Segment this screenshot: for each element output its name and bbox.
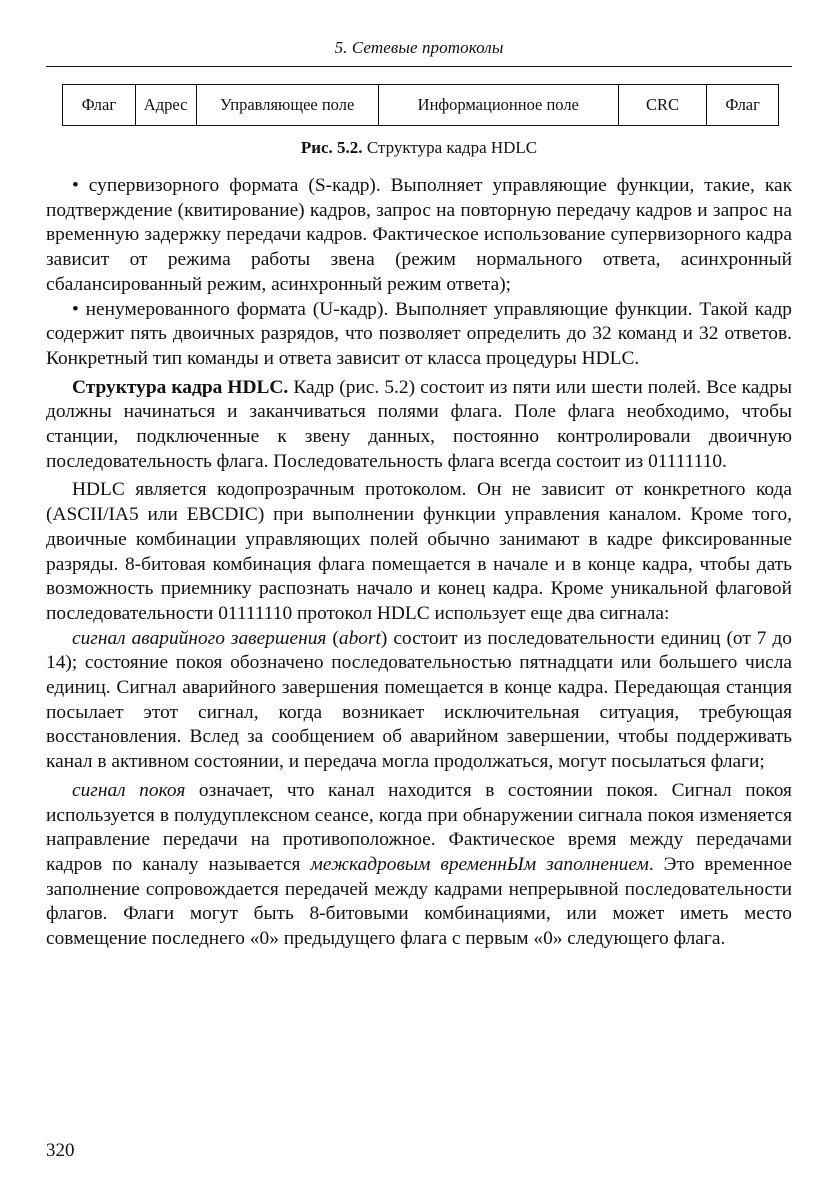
paragraph-u-frame: • ненумерованного формата (U-кадр). Выполняет управляющие функции. Такой кадр содержит пять двоичных разрядов, что позволяет определить до 32 команд и 32 ответов. Конкретный тип команды и ответа зависит от класса процедуры HDLC. <box>46 298 792 369</box>
frame-cell-information: Информационное поле <box>378 85 618 126</box>
frame-cell-control: Управляющее поле <box>196 85 378 126</box>
running-header: 5. Сетевые протоколы <box>334 38 504 57</box>
term-idle-signal: сигнал покоя <box>72 779 186 801</box>
table-row <box>63 85 779 126</box>
header-rule <box>46 66 792 67</box>
caption-text: Структура кадра HDLC <box>362 138 538 157</box>
body-text <box>46 174 792 952</box>
caption-label: Рис. 5.2. <box>300 138 363 157</box>
term-abort: abort <box>338 627 381 649</box>
frame-cell-flag-start: Флаг <box>63 85 136 126</box>
term-abort-signal: сигнал аварийного завершения <box>72 627 327 649</box>
paragraph-idle-signal <box>46 779 792 952</box>
paragraph-text: Кадр (рис. 5.2) состоит из пяти или шести полей. Все кадры должны начинаться и заканчиваться полями флага. Поле флага необходимо, чтобы станции, подключенные к звену данных, постоянно контролировали двоичную последовательность флага. Последовательность флага всегда состоит из 01111110. <box>46 376 792 472</box>
paragraph-abort-signal <box>46 627 792 775</box>
figure-caption <box>46 138 792 158</box>
paragraph-text: . Это временное заполнение сопровождается передачей между кадрами непрерывной последовательности флагов. Флаги могут быть 8-битовыми комбинациями, или может иметь место совмещение последнего «0» предыдущего флага с первым «0» следующего флага. <box>46 853 793 950</box>
page-number: 320 <box>46 1140 75 1161</box>
paragraph-text: означает, что канал находится в состоянии покоя. Сигнал покоя используется в полудуплексном сеансе, когда при обнаружении сигнала покоя изменяется направление передачи на противоположное. Фактическое время между передачами кадров по каналу называется <box>46 779 792 875</box>
paragraph-code-transparency: HDLC является кодопрозрачным протоколом. Он не зависит от конкретного кода (ASCII/IA5 или EBCDIC) при выполнении функции управления каналом. Кроме того, двоичные комбинации управляющих полей обычно занимают в кадре фиксированные разряды. 8-битовая комбинация флага помещается в начале и в конце кадра, чтобы дать возможность приемнику распознать начало и конец кадра. Кроме уникальной флаговой последовательности 01111110 протокол HDLC использует еще два сигнала: <box>46 479 792 624</box>
section-heading: Структура кадра HDLC. <box>72 376 289 398</box>
frame-cell-flag-end: Флаг <box>707 85 779 126</box>
paragraph-s-frame: • супервизорного формата (S-кадр). Выполняет управляющие функции, такие, как подтверждение (квитирование) кадров, запрос на повторную передачу кадров и запрос на временную задержку передачи кадров. Фактическое использование супервизорного кадра зависит от режима работы звена (режим нормального ответа, асинхронный сбалансированный режим, асинхронный режим ответа); <box>46 175 792 295</box>
term-interframe-fill: межкадровым временнЫм заполнением <box>310 853 649 875</box>
hdlc-frame-structure-table <box>62 84 779 126</box>
paragraph-text: ) состоит из последовательности единиц (от 7 до 14); состояние покоя обозначено последовательностью пятнадцати или большего числа единиц. Сигнал аварийного завершения помещается в конце кадра. Передающая станция посылает этот сигнал, когда возникает исключительная ситуация, требующая восстановления. Вслед за сообщением об аварийном завершении, чтобы поддерживать канал в активном состоянии, и передача могла продолжаться, могут посылаться флаги; <box>46 627 792 773</box>
paragraph-text: ( <box>326 627 339 649</box>
paragraph-frame-structure <box>46 376 792 475</box>
frame-cell-crc: CRC <box>618 85 707 126</box>
frame-cell-address: Адрес <box>135 85 196 126</box>
